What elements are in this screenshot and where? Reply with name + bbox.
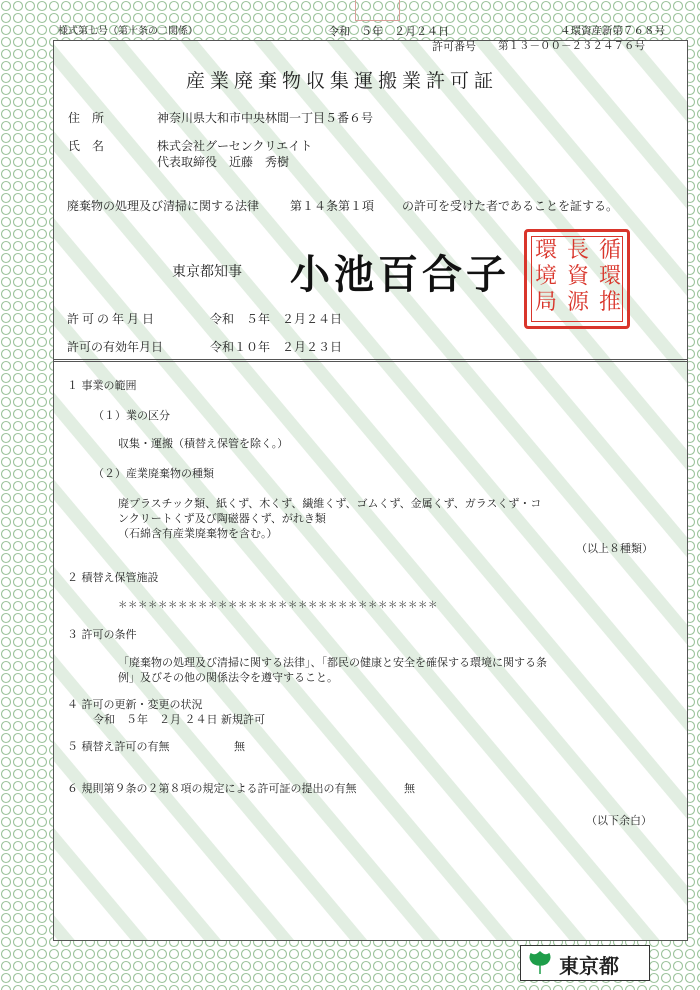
logo-text: 東京都 [559, 954, 619, 978]
expiry-date-label: 許可の有効年月日 [67, 340, 164, 354]
name-label: 氏 名 [68, 139, 105, 153]
permit-number-value: 第１３－００－２３２４７６号 [498, 40, 645, 52]
closing-note: （以下余白） [586, 814, 652, 827]
seal-char: 資 [567, 264, 590, 289]
section-3-heading: ３ 許可の条件 [67, 628, 137, 641]
certificate-frame [53, 40, 688, 941]
address-value: 神奈川県大和市中央林間一丁目５番６号 [157, 111, 374, 125]
section-5-heading: ５ 積替え許可の有無 [67, 740, 170, 753]
waste-types-line-1: 廃プラスチック類、紙くず、木くず、繊維くず、ゴムくず、金属くず、ガラスくず・コ [118, 497, 542, 510]
representative-name: 代表取締役 近藤 秀樹 [157, 155, 290, 169]
seal-char: 環 [599, 264, 622, 289]
storage-facility-value: ＊＊＊＊＊＊＊＊＊＊＊＊＊＊＊＊＊＊＊＊＊＊＊＊＊＊＊＊＊＊＊＊ [118, 600, 439, 611]
seal-char: 環 [535, 238, 558, 263]
governor-title: 東京都知事 [172, 264, 242, 280]
section-1-heading: １ 事業の範囲 [67, 379, 137, 392]
waste-types-heading: （２）産業廃棄物の種類 [93, 467, 214, 480]
certificate-title: 産業廃棄物収集運搬業許可証 [186, 70, 499, 92]
law-name: 廃棄物の処理及び清掃に関する法律 [67, 199, 260, 213]
waste-types-line-2: ンクリートくず及び陶磁器くず、がれき類 [118, 512, 326, 525]
governor-signature: 小池百合子 [290, 251, 510, 298]
waste-types-count: （以上８種類） [576, 542, 653, 555]
submission-value: 無 [404, 782, 415, 795]
official-seal [524, 229, 630, 329]
seal-char: 源 [567, 290, 590, 315]
section-4-heading: ４ 許可の更新・変更の状況 [67, 698, 203, 711]
section-6-heading: ６ 規則第９条の２第８項の規定による許可証の提出の有無 [67, 782, 357, 795]
issue-date: 令和 ５年 ２月２４日 [328, 25, 449, 38]
seal-char: 局 [535, 290, 558, 315]
law-article: 第１４条第１項 [290, 199, 375, 213]
permit-number-label: 許可番号 [432, 40, 476, 53]
seal-char: 推 [599, 290, 622, 315]
waste-types-line-3: （石綿含有産業廃棄物を含む。） [118, 527, 278, 540]
section-2-heading: ２ 積替え保管施設 [67, 571, 159, 584]
permit-date-label: 許可の年月日 [67, 312, 158, 326]
tokyo-metropolitan-logo [520, 945, 650, 981]
business-type-heading: （１）業の区分 [93, 409, 170, 422]
certification-statement: の許可を受けた者であることを証する。 [402, 199, 619, 213]
conditions-line-1: 「廃棄物の処理及び清掃に関する法律」、「都民の健康と安全を確保する環境に関する条 [118, 656, 547, 669]
section-divider-1 [53, 359, 688, 360]
permit-date-value: 令和 ５年 ２月２４日 [210, 312, 343, 326]
form-label: 様式第七号（第十条の二関係） [58, 26, 198, 37]
ginkgo-leaf-icon [527, 950, 553, 976]
business-type-value: 収集・運搬（積替え保管を除く。） [118, 437, 289, 450]
seal-char: 循 [599, 238, 622, 263]
conditions-line-2: 例」及びその他の関係法令を遵守すること。 [118, 671, 338, 684]
seal-char: 長 [567, 238, 590, 263]
transfer-permit-value: 無 [234, 740, 245, 753]
expiry-date-value: 令和１０年 ２月２３日 [210, 340, 343, 354]
renewal-status-value: 令和 ５年 ２月 ２４日 新規許可 [93, 713, 265, 726]
receipt-stamp [355, 0, 400, 21]
company-name: 株式会社グーセンクリエイト [157, 139, 313, 153]
address-label: 住 所 [68, 111, 105, 125]
seal-char: 境 [535, 264, 558, 289]
section-divider-2 [53, 361, 688, 362]
document-number: ４環資産新第７６８号 [560, 25, 665, 37]
